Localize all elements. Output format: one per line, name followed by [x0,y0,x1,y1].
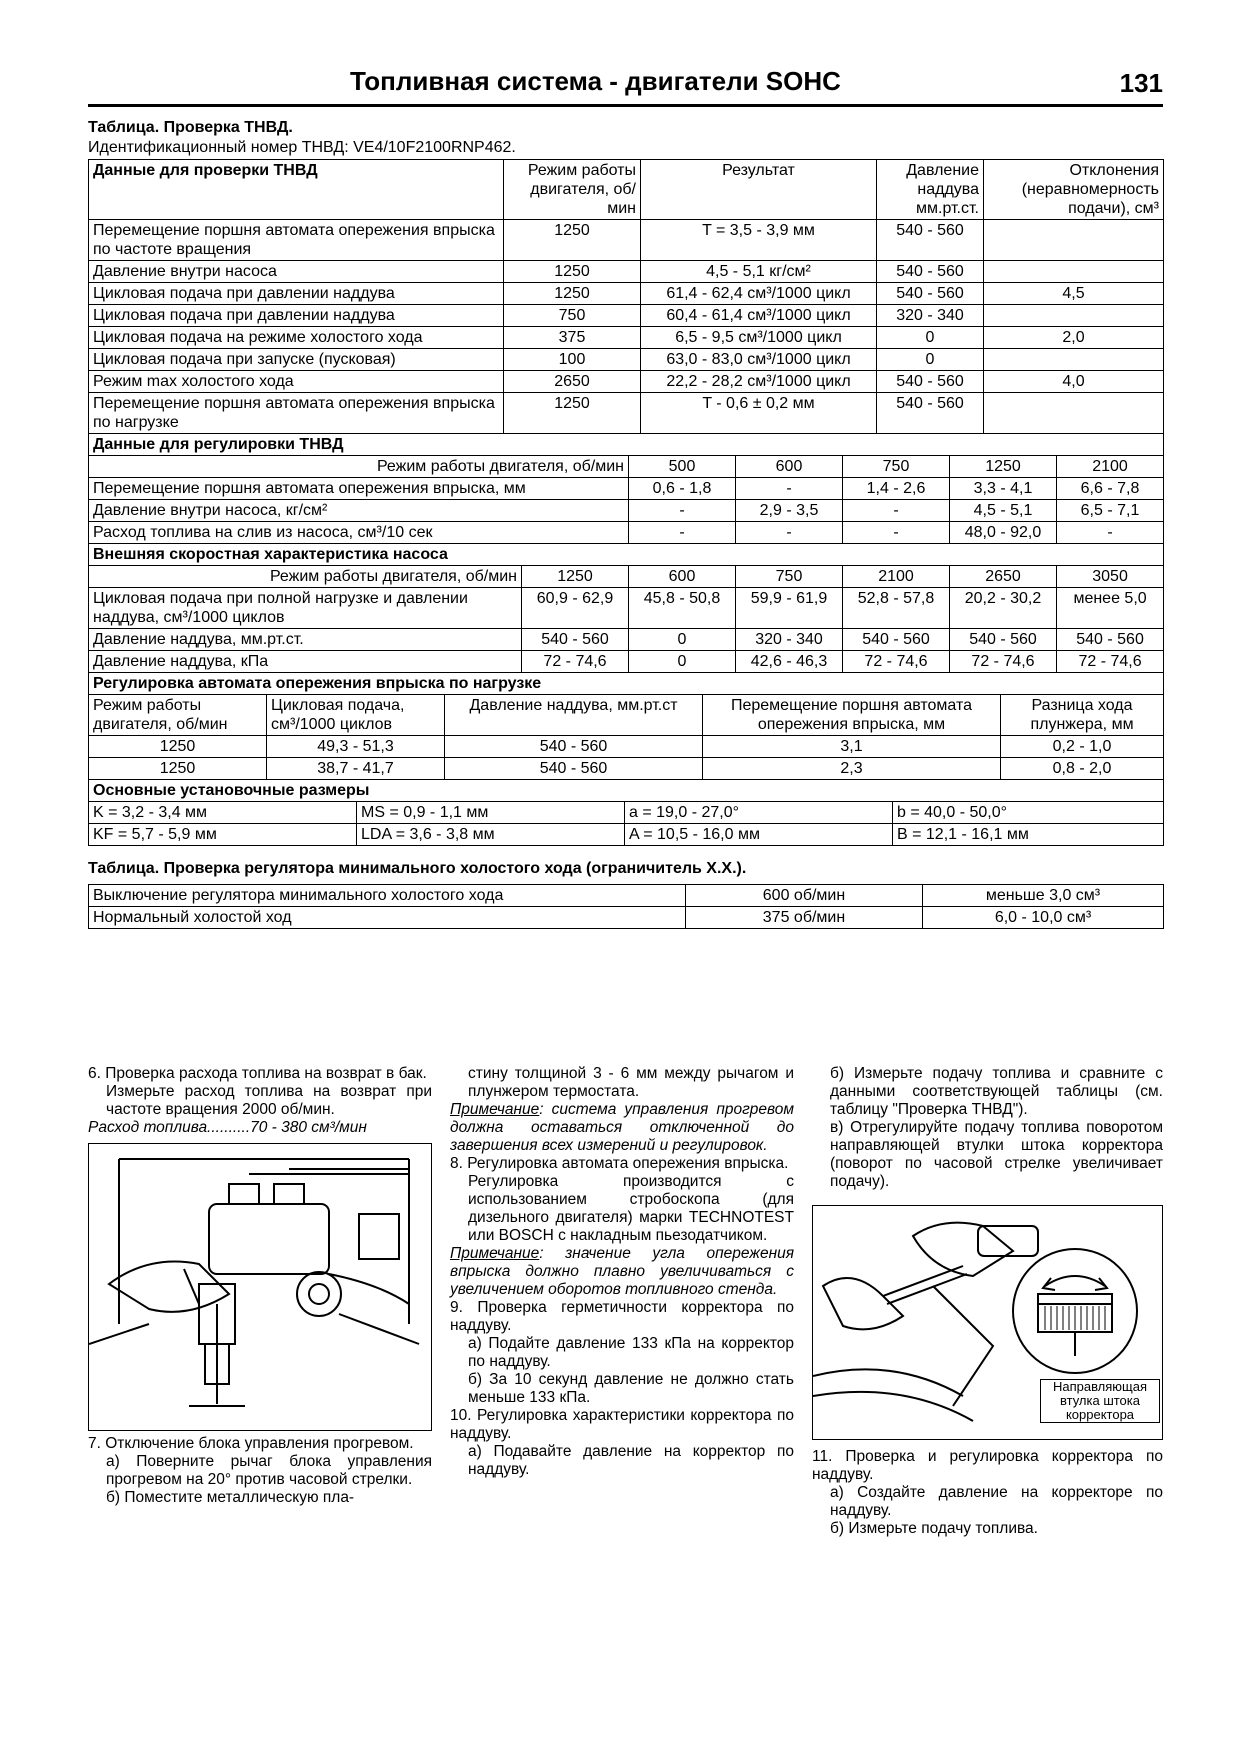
table-header-cell: 2100 [1057,456,1164,478]
table-cell: 540 - 560 [1057,629,1164,651]
table-cell [984,349,1164,371]
table-cell: Перемещение поршня автомата опережения впрыска по нагрузке [89,393,504,434]
table-cell: 1250 [504,220,641,261]
table1-caption: Таблица. Проверка ТНВД. [88,119,293,136]
corrector-figure [812,1205,1163,1440]
table-cell: - [1057,522,1164,544]
table-cell: 45,8 - 50,8 [629,588,736,629]
section-title: Основные установочные размеры [89,780,1164,802]
table-header-cell: 1250 [522,566,629,588]
page-number: 131 [1119,68,1163,98]
table-cell: 59,9 - 61,9 [736,588,843,629]
table-header-cell: 500 [629,456,736,478]
table-header-cell: Отклонения (неравномерность подачи), см³ [984,160,1164,220]
idle-regulator-table [88,884,1164,929]
table-cell: Цикловая подача при давлении наддува [89,305,504,327]
table-cell: 2,0 [984,327,1164,349]
text-column-2 [450,1065,794,1479]
section-title: Внешняя скоростная характеристика насоса [89,544,1164,566]
paragraph: 6. Проверка расхода топлива на возврат в бак. [88,1065,427,1082]
table-cell: Давление внутри насоса, кг/см² [89,500,629,522]
table-cell: 6,5 - 7,1 [1057,500,1164,522]
table-cell: 22,2 - 28,2 см³/1000 цикл [641,371,877,393]
page-title: Топливная система - двигатели SOHC [350,66,841,96]
table-cell: 540 - 560 [877,261,984,283]
table-header-cell: Режим работы двигателя, об/мин [89,566,522,588]
table-cell: 540 - 560 [877,371,984,393]
table-header-cell: Разница хода плунжера, мм [1001,695,1164,736]
table-cell: - [736,522,843,544]
table-cell: 100 [504,349,641,371]
table-row [89,393,1164,434]
table-cell: Цикловая подача при полной нагрузке и давлении наддува, см³/1000 циклов [89,588,522,629]
table-cell: менее 5,0 [1057,588,1164,629]
table-header-cell: Результат [641,160,877,220]
table-cell: Перемещение поршня автомата опережения впрыска, мм [89,478,629,500]
table-cell: 1,4 - 2,6 [843,478,950,500]
table-header-cell: Режим работы двигателя, об/мин [89,456,629,478]
table-header-row [89,456,1164,478]
table-cell: 60,9 - 62,9 [522,588,629,629]
section-title: Регулировка автомата опережения впрыска по нагрузке [89,673,1164,695]
table-cell: - [843,500,950,522]
table-cell: 6,6 - 7,8 [1057,478,1164,500]
table-cell: 1250 [89,736,267,758]
table-cell: 0,2 - 1,0 [1001,736,1164,758]
table-header-cell: 2100 [843,566,950,588]
table-cell: 540 - 560 [877,220,984,261]
table-row [89,283,1164,305]
load-advance-table [88,673,1164,780]
table-cell: 540 - 560 [445,736,703,758]
table-cell: 60,4 - 61,4 см³/1000 цикл [641,305,877,327]
table-cell: 63,0 - 83,0 см³/1000 цикл [641,349,877,371]
table-cell: 0,8 - 2,0 [1001,758,1164,780]
table-header-cell: Перемещение поршня автомата опережения впрыска, мм [703,695,1001,736]
paragraph: а) Подавайте давление на корректор по наддуву. [468,1443,794,1478]
table-cell: B = 12,1 - 16,1 мм [893,824,1164,846]
table-row [89,522,1164,544]
paragraph: б) Измерьте подачу топлива и сравните с данными соответствующей таблицы (см. таблицу "Проверка ТНВД"). [830,1065,1163,1118]
table-cell: T - 0,6 ± 0,2 мм [641,393,877,434]
table-cell: 4,0 [984,371,1164,393]
table-cell: Режим max холостого хода [89,371,504,393]
table-cell: K = 3,2 - 3,4 мм [89,802,357,824]
paragraph: Регулировка производится с использованием стробоскопа (для дизельного двигателя) марки TECHNOTEST или BOSCH с накладным пьезодатчиком. [468,1173,794,1244]
table1-id-line: Идентификационный номер ТНВД: VE4/10F2100RNP462. [88,139,516,156]
table-header-row [89,160,1164,220]
table-cell: Нормальный холостой ход [89,907,686,929]
table-cell: 72 - 74,6 [843,651,950,673]
table-cell: - [736,478,843,500]
paragraph: Измерьте расход топлива на возврат при частоте вращения 2000 об/мин. [106,1083,432,1118]
pump-check-table [88,159,1164,434]
paragraph: 8. Регулировка автомата опережения впрыска. [450,1155,789,1172]
paragraph: 11. Проверка и регулировка корректора по наддуву. [812,1448,1163,1483]
table-cell: 540 - 560 [877,283,984,305]
section-title-row [89,673,1164,695]
table-cell: 540 - 560 [445,758,703,780]
table-row [89,885,1164,907]
table-cell: 600 об/мин [686,885,923,907]
table-cell: 6,0 - 10,0 см³ [923,907,1164,929]
table-cell [984,220,1164,261]
table-row [89,907,1164,929]
page [88,64,1163,929]
table-cell: 3,1 [703,736,1001,758]
table-cell [984,261,1164,283]
table-cell: 0 [877,349,984,371]
table-cell: A = 10,5 - 16,0 мм [625,824,893,846]
table-cell: 72 - 74,6 [522,651,629,673]
table-cell: 320 - 340 [877,305,984,327]
table-cell: меньше 3,0 см³ [923,885,1164,907]
table-row [89,327,1164,349]
table-cell: 52,8 - 57,8 [843,588,950,629]
table-row [89,736,1164,758]
table-cell: 1250 [504,393,641,434]
table-cell: - [629,500,736,522]
table-cell: 4,5 - 5,1 [950,500,1057,522]
check-rows [89,220,1164,434]
table-cell: - [629,522,736,544]
table-cell: 4,5 - 5,1 кг/см² [641,261,877,283]
table-cell: Цикловая подача при запуске (пусковая) [89,349,504,371]
paragraph: а) Создайте давление на корректоре по наддуву. [830,1484,1163,1519]
paragraph: а) Поверните рычаг блока управления прогревом на 20° против часовой стрелки. [106,1453,432,1488]
table-cell: 0 [877,327,984,349]
section-title: Данные для регулировки ТНВД [89,434,1164,456]
table-header-row [89,695,1164,736]
text-column-3 [812,1065,1163,1538]
note-label: Примечание [450,1245,540,1262]
table-cell: b = 40,0 - 50,0° [893,802,1164,824]
table-cell: 2,3 [703,758,1001,780]
table-cell: 540 - 560 [843,629,950,651]
table-row [89,588,1164,629]
table2-caption: Таблица. Проверка регулятора минимального холостого хода (ограничитель Х.Х.). [88,860,747,877]
table-cell: 0,6 - 1,8 [629,478,736,500]
table-cell: 2,9 - 3,5 [736,500,843,522]
table-cell: Давление наддува, мм.рт.ст. [89,629,522,651]
table-cell: 0 [629,651,736,673]
table-cell: 1250 [504,283,641,305]
table-cell: T = 3,5 - 3,9 мм [641,220,877,261]
table-cell: a = 19,0 - 27,0° [625,802,893,824]
paragraph: 10. Регулировка характеристики корректора по наддуву. [450,1407,794,1442]
section-title-row [89,780,1164,802]
table-cell: 0 [629,629,736,651]
table-header-cell: Режим работы двигателя, об/мин [504,160,641,220]
table-cell: 48,0 - 92,0 [950,522,1057,544]
table-row [89,758,1164,780]
fuel-return-spec: Расход топлива..........70 - 380 см³/мин [88,1119,367,1136]
table-row [89,802,1164,824]
table-cell: 750 [504,305,641,327]
note-text: : значение угла опережения впрыска должно плавно увеличиваться с увеличением оборотов топливного стенда. [450,1245,794,1298]
table-row [89,478,1164,500]
table-cell: 4,5 [984,283,1164,305]
table-header-cell: 3050 [1057,566,1164,588]
table-cell [984,305,1164,327]
table-cell: 320 - 340 [736,629,843,651]
table-row [89,305,1164,327]
pump-regulation-table [88,434,1164,544]
table-row [89,824,1164,846]
section-title-row [89,544,1164,566]
table-cell: 1250 [89,758,267,780]
table-cell: 1250 [504,261,641,283]
pump-illustration [89,1144,431,1430]
table-cell: Цикловая подача при давлении наддува [89,283,504,305]
table-cell: 72 - 74,6 [950,651,1057,673]
table-cell [984,393,1164,434]
table-row [89,220,1164,261]
table-cell: 540 - 560 [522,629,629,651]
table-header-cell: Режим работы двигателя, об/мин [89,695,267,736]
table-cell: Расход топлива на слив из насоса, см³/10 сек [89,522,629,544]
table-cell: 2650 [504,371,641,393]
table-cell: 6,5 - 9,5 см³/1000 цикл [641,327,877,349]
table-cell: Выключение регулятора минимального холостого хода [89,885,686,907]
table-row [89,349,1164,371]
table-header-row [89,566,1164,588]
paragraph: 7. Отключение блока управления прогревом. [88,1435,414,1452]
pump-measurement-figure [88,1143,432,1431]
table-header-cell: Цикловая подача, см³/1000 циклов [267,695,445,736]
text-column-1 [88,1065,432,1507]
table-header-cell: 750 [843,456,950,478]
table-row [89,500,1164,522]
table-cell: KF = 5,7 - 5,9 мм [89,824,357,846]
figure-callout-label: Направляющая втулка штока корректора [1040,1379,1160,1423]
table-header-cell: 600 [629,566,736,588]
table-cell: 61,4 - 62,4 см³/1000 цикл [641,283,877,305]
table-header-cell: Давление наддува, мм.рт.ст [445,695,703,736]
table-header-cell: 1250 [950,456,1057,478]
table-cell: Цикловая подача на режиме холостого хода [89,327,504,349]
table-cell: 540 - 560 [950,629,1057,651]
setting-dimensions-table [88,780,1164,846]
table-cell: 375 об/мин [686,907,923,929]
section-title-row [89,434,1164,456]
table-cell: Давление внутри насоса [89,261,504,283]
table-header-cell: 750 [736,566,843,588]
table-header-cell: Данные для проверки ТНВД [89,160,504,220]
table-cell: 375 [504,327,641,349]
table-header-cell: 600 [736,456,843,478]
external-speed-table [88,544,1164,673]
note-label: Примечание [450,1101,540,1118]
page-header [88,64,1163,107]
paragraph: в) Отрегулируйте подачу топлива поворотом направляющей втулки штока корректора (поворот по часовой стрелке увеличивает подачу). [830,1119,1163,1190]
table-cell: LDA = 3,6 - 3,8 мм [357,824,625,846]
note-text: : система управления прогревом должна оставаться отключенной до завершения всех измерений и регулировок. [450,1101,794,1154]
table-cell: 72 - 74,6 [1057,651,1164,673]
table-cell: 3,3 - 4,1 [950,478,1057,500]
table-row [89,629,1164,651]
table-cell: - [843,522,950,544]
paragraph: б) За 10 секунд давление не должно стать меньше 133 кПа. [468,1371,794,1406]
paragraph: б) Измерьте подачу топлива. [830,1520,1038,1537]
table-cell: 20,2 - 30,2 [950,588,1057,629]
table-row [89,651,1164,673]
table-header-cell: Давление наддува мм.рт.ст. [877,160,984,220]
table-header-cell: 2650 [950,566,1057,588]
paragraph: а) Подайте давление 133 кПа на корректор по наддуву. [468,1335,794,1370]
table-cell: Давление наддува, кПа [89,651,522,673]
paragraph: 9. Проверка герметичности корректора по наддуву. [450,1299,794,1334]
table-cell: 38,7 - 41,7 [267,758,445,780]
table-cell: MS = 0,9 - 1,1 мм [357,802,625,824]
table-row [89,261,1164,283]
paragraph: стину толщиной 3 - 6 мм между рычагом и плунжером термостата. [468,1065,794,1100]
paragraph: б) Поместите металлическую пла- [106,1489,355,1506]
table-row [89,371,1164,393]
table-cell: 540 - 560 [877,393,984,434]
table-cell: 42,6 - 46,3 [736,651,843,673]
table-cell: 49,3 - 51,3 [267,736,445,758]
table-cell: Перемещение поршня автомата опережения впрыска по частоте вращения [89,220,504,261]
